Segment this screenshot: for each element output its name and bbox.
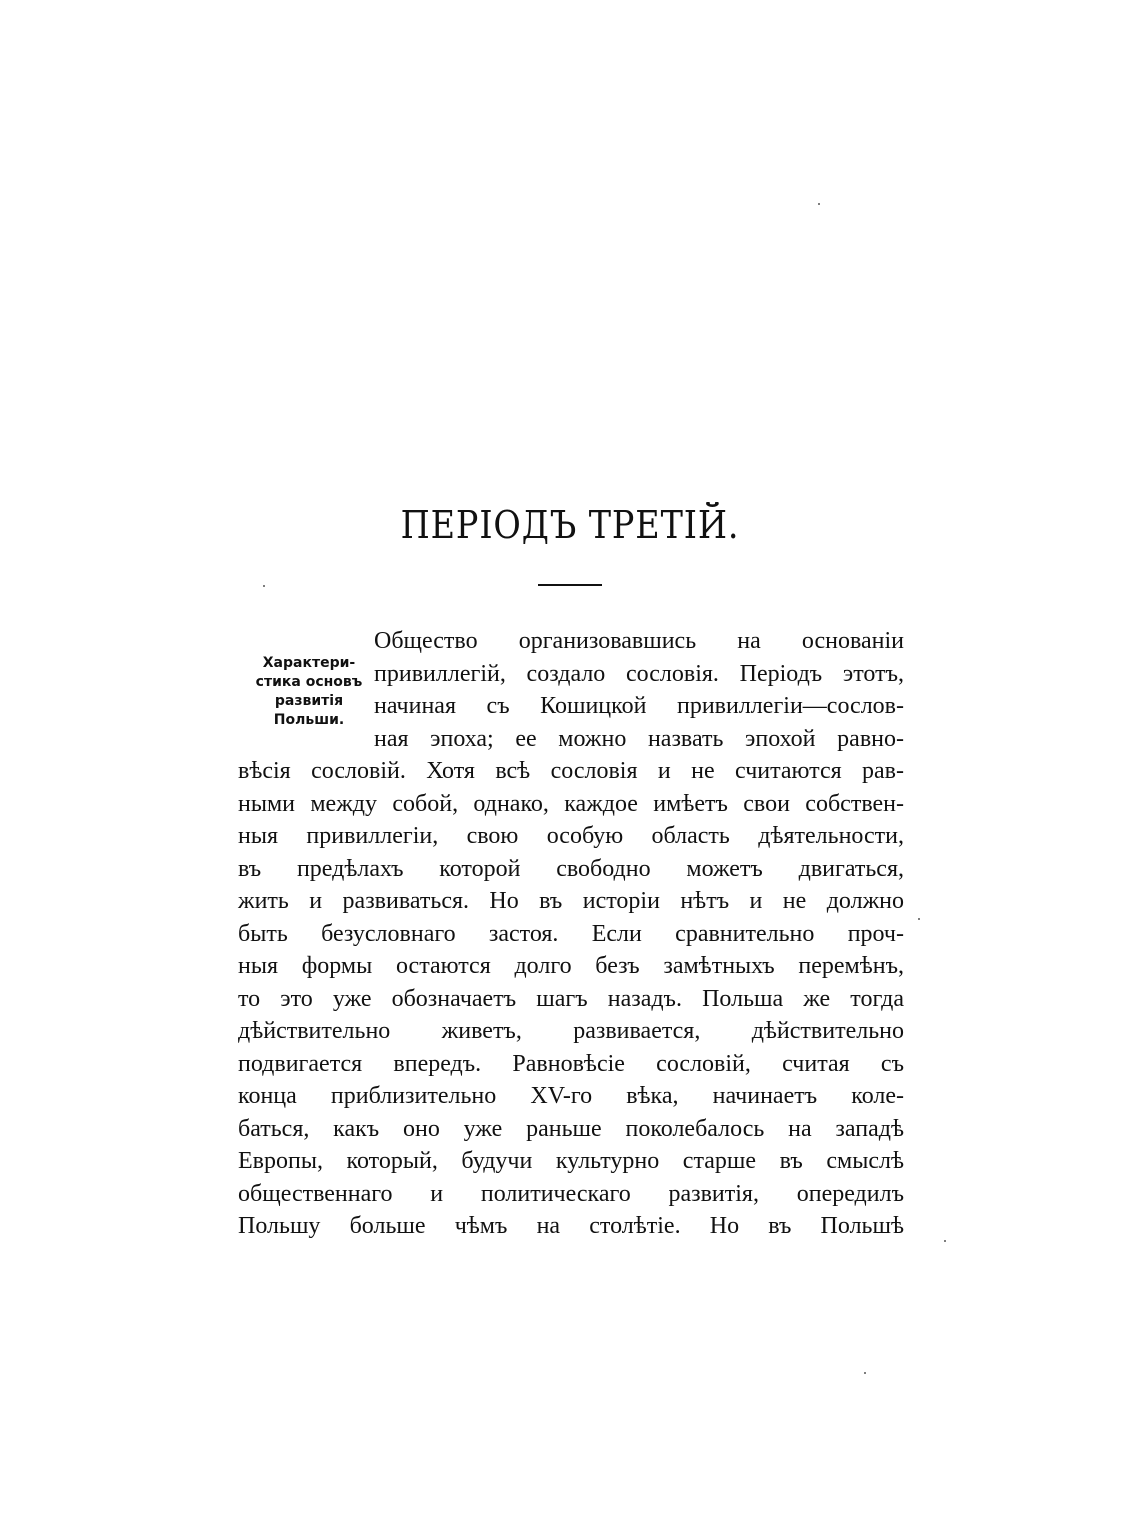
scan-speck (918, 918, 920, 920)
text-line: быть безусловнаго застоя. Если сравнительно проч- (238, 920, 904, 947)
title-divider (538, 584, 602, 586)
margin-note-line: Характери- (262, 655, 356, 671)
margin-note-line: стика основъ (255, 674, 363, 690)
scan-speck (944, 1240, 946, 1242)
text-line: ныя формы остаются долго безъ замѣтныхъ перемѣнъ, (238, 953, 904, 979)
text-line: въ предѣлахъ которой свободно можетъ двигаться, (238, 855, 904, 882)
text-line: ными между собой, однако, каждое имѣетъ свои собствен- (238, 790, 904, 817)
text-line: то это уже обозначаетъ шагъ назадъ. Польша же тогда (238, 985, 904, 1012)
text-line: подвигается впередъ. Равновѣсіе сословій, считая съ (238, 1050, 904, 1077)
scan-speck (263, 585, 265, 587)
text-line: баться, какъ оно уже раньше поколебалось на западѣ (238, 1115, 904, 1142)
chapter-title: ПЕРІОДЪ ТРЕТІЙ. (400, 503, 740, 547)
text-line: Польшу больше чѣмъ на столѣтіе. Но въ Польшѣ (238, 1213, 904, 1239)
scan-speck (818, 203, 820, 205)
margin-note-line: Польши. (273, 712, 345, 728)
text-line: жить и развиваться. Но въ исторіи нѣтъ и не должно (238, 888, 904, 914)
text-line: дѣйствительно живетъ, развивается, дѣйствительно (238, 1018, 904, 1044)
text-line: начиная съ Кошицкой привиллегіи—сослов- (374, 693, 904, 719)
text-line: Общество организовавшись на основаніи (374, 628, 904, 654)
text-line: ныя привиллегіи, свою особую область дѣятельности, (238, 823, 904, 849)
body-paragraph (238, 625, 904, 1243)
text-line: общественнаго и политическаго развитія, опередилъ (238, 1180, 904, 1207)
text-line: конца приблизительно XV-го вѣка, начинаетъ коле- (238, 1083, 904, 1109)
scan-speck (864, 1372, 866, 1374)
text-line: Европы, который, будучи культурно старше въ смыслѣ (238, 1148, 904, 1174)
text-line: привиллегій, создало сословія. Періодъ этотъ, (374, 660, 904, 687)
text-line: ная эпоха; ее можно назвать эпохой равно- (374, 725, 904, 752)
margin-note-line: развитія (274, 693, 344, 709)
text-line: вѣсія сословій. Хотя всѣ сословія и не считаются рав- (238, 758, 904, 784)
